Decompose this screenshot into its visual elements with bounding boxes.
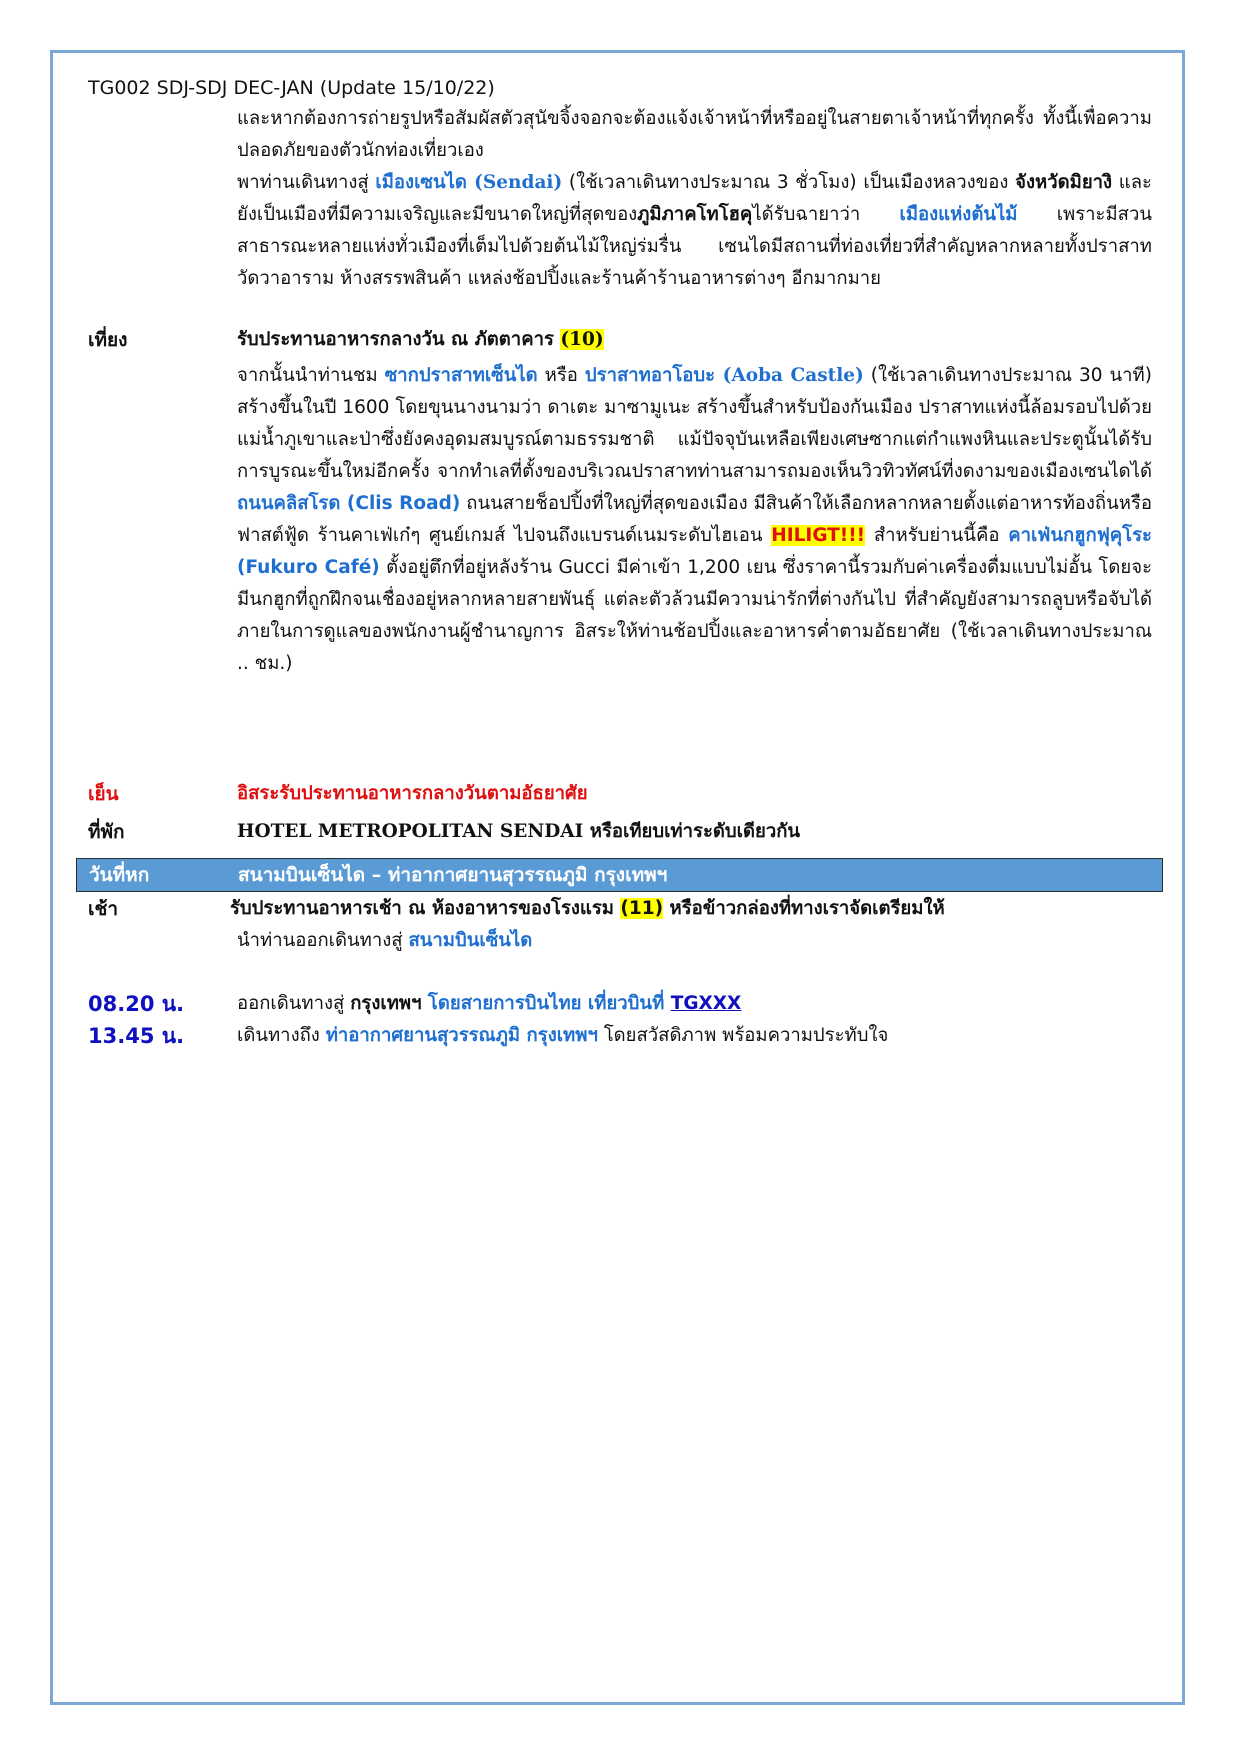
flight-text: เดินทางถึง: [237, 1025, 326, 1046]
dinner-text: อิสระรับประทานอาหารกลางวันตามอัธยาศัย: [237, 783, 588, 804]
bangkok-destination: กรุงเทพฯ: [350, 993, 422, 1014]
breakfast-description: รับประทานอาหารเช้า ณ ห้องอาหารของโรงแรม: [230, 898, 621, 919]
depart-text: [237, 925, 532, 957]
castle-text: (ใช้เวลาเดินทางประมาณ 30 นาที) สร้างขึ้นในปี 1600 โดยขุนนางนามว่า ดาเตะ มาซามูเนะ สร้างขึ้นสำหรับป้องกันเมือง ปราสาทแห่งนี้ล้อมรอบไปด้วยแม่น้ำภูเขาและป่าซึ่งยังคงอุดมสมบูรณ์ตามธรรมชาติ แม้ปัจจุบันเหลือเพียงเศษซากแต่กำแพงหินและประตูนั้นได้รับการบูรณะขึ้นใหม่อีกครั้ง จากทำเลที่ตั้งของบริเวณปราสาทท่านสามารถมองเห็นวิวทิวทัศน์ที่งดงามของเมืองเซนไดได้: [237, 365, 1152, 482]
hotel-suffix: หรือเทียบเท่าระดับเดียวกัน: [583, 821, 801, 842]
hotel-label: ที่พัก: [88, 821, 125, 843]
dinner-label: เย็น: [88, 783, 119, 805]
breakfast-text: [230, 893, 945, 925]
miyagi-prefecture: จังหวัดมิยางิ: [1015, 172, 1113, 193]
flight-text: โดยสวัสดิภาพ พร้อมความประทับใจ: [597, 1025, 889, 1046]
intro-text: (ใช้เวลาเดินทางประมาณ 3 ชั่วโมง) เป็นเมืองหลวงของ: [562, 172, 1016, 193]
intro-text: พาท่านเดินทางสู่: [237, 172, 376, 193]
hotel-name: HOTEL METROPOLITAN SENDAI: [237, 821, 584, 842]
thai-airways-text: โดยสายการบินไทย เที่ยวบินที่: [421, 993, 671, 1014]
tohoku-region: ภูมิภาคโทโฮคุ: [637, 204, 753, 225]
suvarnabhumi-airport: ท่าอากาศยานสุวรรณภูมิ กรุงเทพฯ: [325, 1025, 598, 1046]
sendai-castle-ruins: ซากปราสาทเซ็นได: [384, 365, 538, 386]
intro-text: เพราะมีสวนสาธารณะหลายแห่งทั่วเมืองที่เต็มไปด้วยต้นไม้ใหญ่ร่มรื่น เซนไดมีสถานที่ท่องเที่ยวที่สำคัญหลากหลายทั้งปราสาท วัดวาอาราม ห้างสรรพสินค้า แหล่งช้อปปิ้งและร้านค้าร้านอาหารต่างๆ อีกมากมาย: [237, 204, 1153, 289]
lunch-text: [237, 324, 604, 356]
flight-arrival-text: [237, 1020, 888, 1052]
breakfast-description: หรือข้าวกล่องที่ทางเราจัดเตรียมให้: [663, 898, 945, 919]
castle-text: หรือ: [537, 365, 585, 386]
castle-paragraph: [237, 360, 1152, 680]
highlight-badge: HILIGT!!!: [771, 525, 866, 546]
aoba-castle: ปราสาทอาโอบะ (Aoba Castle): [584, 365, 864, 386]
intro-text: และยังเป็นเมืองที่มีความเจริญและมีขนาดใหญ่ที่สุดของ: [237, 172, 1152, 225]
hotel-text: [237, 816, 800, 848]
intro-paragraph-1: [237, 103, 1152, 167]
day-title: สนามบินเซ็นได – ท่าอากาศยานสุวรรณภูมิ กรุงเทพฯ: [238, 864, 668, 886]
clis-road: ถนนคลิสโรด (Clis Road): [237, 493, 461, 514]
city-of-trees: เมืองแห่งต้นไม้: [899, 204, 1018, 225]
depart-description: นำท่านออกเดินทางสู่: [237, 930, 409, 951]
sendai-link: เมืองเซนได (Sendai): [375, 172, 563, 193]
meal-badge-10: (10): [560, 329, 604, 350]
intro-text: และหากต้องการถ่ายรูปหรือสัมผัสตัวสุนัขจิ้งจอกจะต้องแจ้งเจ้าหน้าที่หรืออยู่ในสายตาเจ้าหน้าที่ทุกครั้ง ทั้งนี้เพื่อความปลอดภัยของตัวนักท่องเที่ยวเอง: [237, 108, 1152, 161]
flight-number: TGXXX: [670, 993, 742, 1014]
day-label: วันที่หก: [89, 864, 150, 886]
document-code: TG002 SDJ-SDJ DEC-JAN (Update 15/10/22): [88, 77, 495, 99]
intro-text: ได้รับฉายาว่า: [752, 204, 900, 225]
flight-time-arrival: 13.45 น.: [88, 1024, 185, 1048]
castle-text: สำหรับย่านนี้คือ: [865, 525, 1009, 546]
breakfast-label: เช้า: [88, 898, 119, 920]
fukuro-cafe: คาเฟ่นกฮูกฟุคุโระ (Fukuro Café): [237, 525, 1152, 578]
castle-text: จากนั้นนำท่านชม: [237, 365, 385, 386]
castle-text: ถนนสายช็อปปิ้งที่ใหญ่ที่สุดของเมือง มีสินค้าให้เลือกหลากหลายตั้งแต่อาหารท้องถิ่นหรือฟาสต์ฟู้ด ร้านคาเฟ่เก๋ๆ ศูนย์เกมส์ ไปจนถึงแบรนด์เนมระดับไฮเอน: [237, 493, 1152, 546]
sendai-airport: สนามบินเซ็นได: [408, 930, 533, 951]
flight-text: ออกเดินทางสู่: [237, 993, 351, 1014]
castle-text: ตั้งอยู่ตึกที่อยู่หลังร้าน Gucci มีค่าเข้า 1,200 เยน ซึ่งราคานี้รวมกับค่าเครื่องดื่มแบบไม่อั้น โดยจะมีนกฮูกที่ถูกฝึกจนเชื่องอยู่หลากหลายสายพันธุ์ แต่ละตัวล้วนมีความน่ารักที่ต่างกันไป ที่สำคัญยังสามารถลูบหรือจับได้ภายในการดูแลของพนักงานผู้ชำนาญการ อิสระให้ท่านช้อปปิ้งและอาหารค่ำตามอัธยาศัย (ใช้เวลาเดินทางประมาณ .. ชม.): [237, 557, 1153, 674]
intro-paragraph-2: [237, 167, 1152, 295]
lunch-description: รับประทานอาหารกลางวัน ณ ภัตตาคาร: [237, 329, 554, 350]
lunch-label: เที่ยง: [88, 329, 128, 351]
flight-time-departure: 08.20 น.: [88, 992, 185, 1016]
flight-departure-text: [237, 988, 741, 1020]
meal-badge-11: (11): [620, 898, 664, 919]
day-header-bar: [76, 858, 1163, 892]
